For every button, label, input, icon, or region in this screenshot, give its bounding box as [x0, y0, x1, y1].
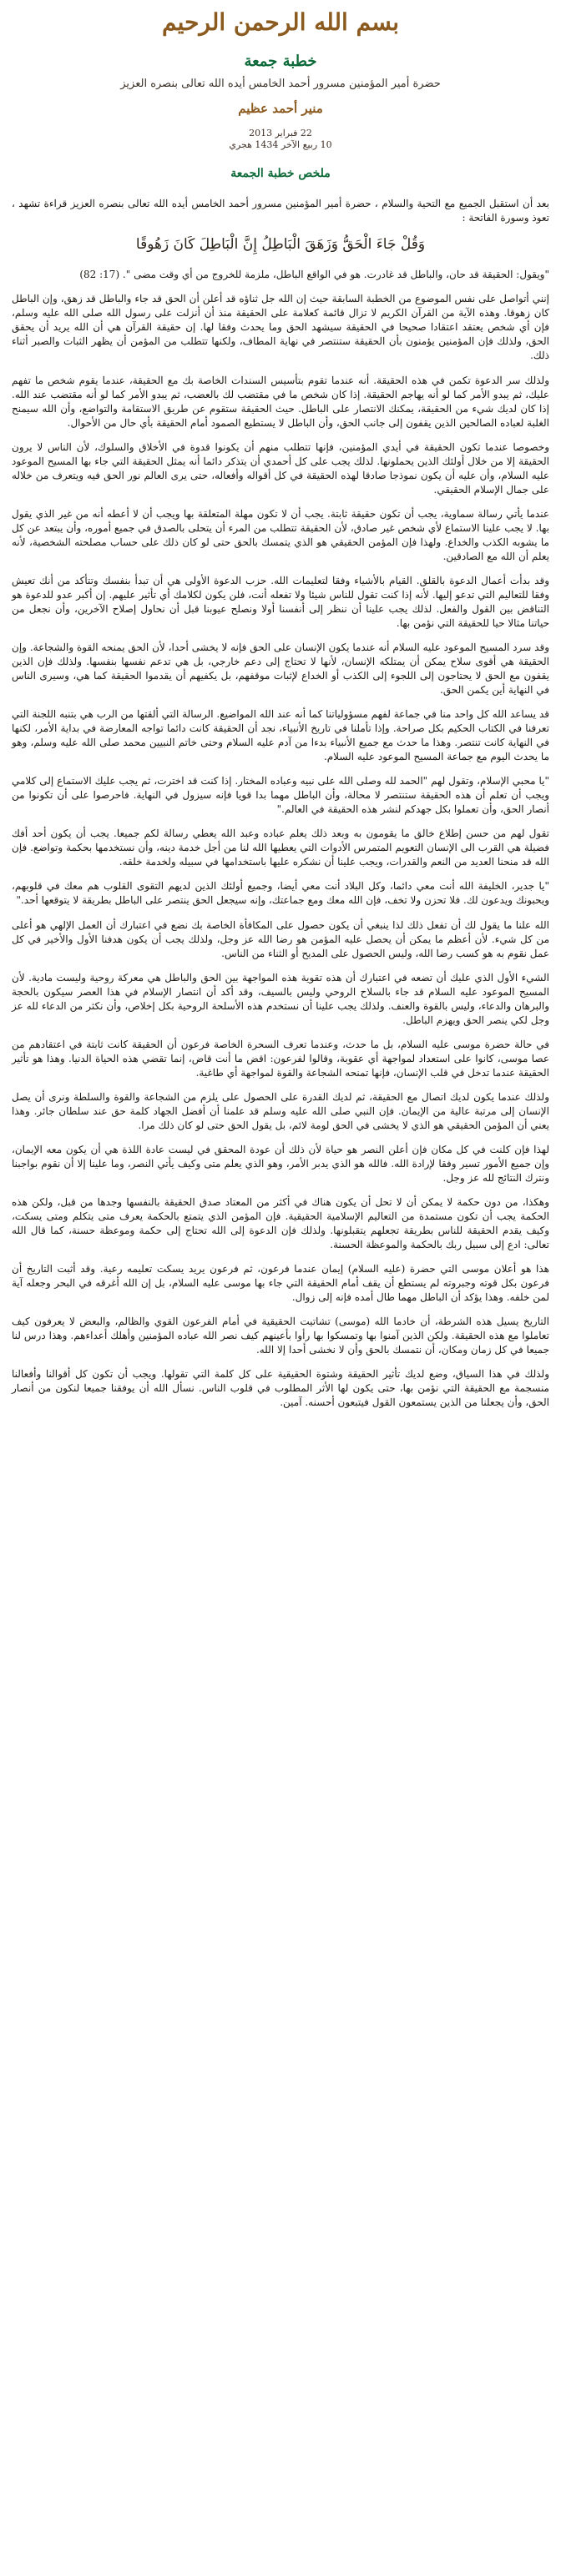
- paragraph-12: الشيء الأول الذي عليك أن تضعه في اعتبارك أن هذه تقوية هذه المواجهة بين الحق والباطل هي معركة روحية وليست مادية. لأن المسيح الموعود عليه السلام قد جاء بالسلاح الروحي وليس بالسيف، وقد أكد أن انتصار الإسلام في هذا العصر سيكون بالحجة والبرهان والدعاء، وليس بالقوة والعنف. ولذلك يجب علينا أن نستخدم هذه الأسلحة الروحية بكل إخلاص، وأن نكثر من الدعاء لله عز وجل لكي ينصر الحق ويهزم الباطل.: [12, 971, 550, 1026]
- paragraph-18: التاريخ يسيل هذه الشرطة، أن خادما الله (موسى) تشاتيت الحقيقية في أمام الفرعون القوي والظالم، والبعض لا يعرفون كيف تعاملوا مع هذه الحقيقة. ولكن الذين آمنوا بها وتمسكوا بها رأوا بأعينهم كيف نصر الله عباده المؤمنين وأهلك أعداءهم. وهذا درس لنا جميعا في كل زمان ومكان، أن نتمسك بالحق وأن لا نخشى أحدا إلا الله.: [12, 1316, 549, 1356]
- hijri-date: 10 ربيع الآخر 1434 هجري: [229, 139, 332, 151]
- paragraph-10: "يا جدير، الخليفة الله أنت معي دائما، وكل البلاد أنت معي أيضا، وجميع أولئك الذين لديهم التقوى القلوب هم معك في قلوبهم، ويحبونك ويدعون لك. فلا تحزن ولا تخف، فإن الله معك ومع جماعتك، وإنه سيجعل الحق ينتصر على الباطل بطريقة لا يتوقعها أحد.": [12, 880, 549, 907]
- gregorian-date: 22 فبراير 2013: [249, 127, 312, 138]
- quran-verse: وَقُلْ جَاءَ الْحَقُّ وَزَهَقَ الْبَاطِلُ إِنَّ الْبَاطِلَ كَانَ زَهُوقًا: [135, 236, 426, 254]
- sermon-body: [12, 197, 549, 1410]
- paragraph-3: وخصوصا عندما تكون الحقيقة في أيدي المؤمنين، فإنها تتطلب منهم أن يكونوا قدوة في الأخلاق والسلوك، لأن الناس لا يرون الحقيقة إلا من خلال أولئك الذين يحملونها. لذلك يجب على كل أحمدي أن يتذكر دائما أنه يمثل الحقيقة التي جاء بها المسيح الموعود عليه السلام، وأن عليه أن يكون نموذجا صادقا لهذه الحقيقة في كل أقواله وأفعاله، حتى يرى العالم نور الحق فيه ويتعرف من خلاله على جمال الإسلام الحقيقي.: [12, 440, 549, 496]
- paragraph-17: هذا هو أعلان موسى التي حضرة (عليه السلام) إيمان عندما فرعون، ثم فرعون يريد يسكت تعليمه رعية. وقد أثبت التاريخ أن فرعون بكل قوته وجبروته لم يستطع أن يقف أمام الحقيقة التي جاء بها موسى عليه السلام، بل إن الله أغرقه في البحر وجعله آية لمن خلفه. وهذا يؤكد أن الباطل مهما طال أمده فإنه إلى زوال.: [12, 1263, 549, 1304]
- paragraph-5: وقد بدأت أعمال الدعوة بالقلق. القيام بالأشياء وفقا لتعليمات الله. حزب الدعوة الأولى هي أن تبدأ بنفسك وتتأكد من أنك تعيش وفقا للتعاليم التي تدعو إليها. لأنه إذا كنت تقول للناس شيئا ولا تفعله أنت، فلن يكون لكلامك أي تأثير عليهم. إن أكبر عدو للدعوة هو التناقض بين القول والفعل. لذلك يجب علينا أن ننظر إلى أنفسنا أولا ونصلح عيوبنا قبل أن نحاول إصلاح الآخرين، وأن نجعل من حياتنا مثالا حيا للحقيقة التي نؤمن بها.: [12, 574, 549, 629]
- paragraph-11: الله علنا ما يقول لك أن تفعل ذلك لذا ينبغي أن يكون حصول على المكافأة الخاصة بك نضع في اعتبارك أن العمل الإلهي هو أعلى من كل شيء. لأن أعظم ما يمكن أن يحصل عليه المؤمن هو رضا الله عز وجل، ولذلك يجب أن يكون هدفنا الأول والأخير في كل عمل نقوم به هو كسب رضا الله، وليس الحصول على المديح أو الثناء من الناس.: [12, 918, 549, 959]
- intro-paragraph: بعد أن استقبل الجميع مع التحية والسلام ، حضرة أمير المؤمنين مسرور أحمد الخامس أيده الله تعالى بنصره العزيز قراءة تشهد ، تعوذ وسورة الفاتحة :: [12, 198, 549, 224]
- summary-title: ملخص خطبة الجمعة: [230, 167, 331, 181]
- paragraph-15: لهذا فإن كلنت في كل مكان فإن أعلن النصر هو حياة لأن ذلك أن عودة المحقق في ليست عادة اللذة هي أن يكون معه الإيمان، وإن جميع الأمور تسير وفقا لإرادة الله. فالله هو الذي يدبر الأمر، وهو الذي يعلم متى وكيف يأتي النصر، وما علينا إلا أن نقوم بواجبنا ونترك النتائج لله عز وجل.: [12, 1143, 549, 1184]
- paragraph-16: وهكذا، من دون حكمة لا يمكن أن لا تحل أن يكون هناك في أكثر من المعتاد صدق الحقيقة بالنفسها وجدها من قبل، ولكن هذه الحكمة يجب أن تكون مستمدة من التعاليم الإسلامية الحقيقية. فإن المؤمن الذي يتمتع بالحكمة يعرف متى يتكلم ومتى يسكت، وكيف يقدم الحقيقة للناس بطريقة تجعلهم يتقبلونها. ولذلك فإن الدعوة إلى الله تحتاج إلى حكمة وموعظة حسنة، كما قال الله تعالى: ادع إلى سبيل ربك بالحكمة والموعظة الحسنة.: [12, 1196, 550, 1251]
- verse-translation: "ويقول: الحقيقة قد حان، والباطل قد غادرت. هو في الواقع الباطل، ملزمة للخروج من أي وقت مضى ". (17: 82): [79, 269, 549, 281]
- paragraph-2: ولذلك سر الدعوة تكمن في هذه الحقيقة. أنه عندما تقوم بتأسيس السندات الخاصة بك مع الحقيقة، عندما يقوم شخص ما تفهم عليك، ثم يبدو الأمر كما لو أنه يهاجم الحقيقة. إذا كان شخص ما في مقتضب لك بالعضب، ثم يبدو الأمر كما لو أنه مقتضب عند الله. إذا كان لديك شيء من الحقيقة، يمكنك الانتصار على الباطل. حيث الحقيقة ستقوم عن طريق الاستقامة والتواضع، وأن الله سيمنح الغلبة لعباده الصالحين الذين يقفون إلى جانب الحق، وأن الباطل لا يستطيع الصمود أمام الحقيقة بأي حال من الأحوال.: [12, 374, 549, 429]
- sermon-header: [12, 10, 549, 180]
- paragraph-14: ولذلك عندما يكون لديك اتصال مع الحقيقة، ثم لديك القدرة على الحصول على يلزم من الشجاعة والقوة والسلطة ونرى أن يصل الإنسان إلى مرتبة عالية من الإيمان. فإن النبي صلى الله عليه وسلم قد علمنا أن أفضل الجهاد كلمة حق عند سلطان جائر. وهذا يعني أن المؤمن الحقيقي هو الذي لا يخشى في الحق لومة لائم، بل يقول الحق حتى لو كان ذلك مرا.: [12, 1090, 549, 1131]
- paragraph-4: عندما يأتي رسالة سماوية، يجب أن تكون حقيقة ثابتة. يجب أن لا تكون مهلة المتعلقة بها ويجب أن لا أعطه أنه من غير الذي يقول بها. لا يجب علينا الاستماع لأي شخص غير صادق، لأن الحقيقة تتطلب من المرء أن يتحلى بالصدق في جميع أموره، وأن يبتعد عن كل ما يشوبه الكذب والخداع. ولهذا فإن المؤمن الحقيقي هو الذي يتمسك بالحق حتى لو كان ذلك على حساب مصلحته الشخصية، لأنه يعلم أن الله مع الصادقين.: [12, 507, 549, 562]
- paragraph-13: في حالة حضرة موسى عليه السلام، بل ما حدث، وعندما تعرف السحرة الخاصة فرعون أن الحقيقة كانت ثابتة في اعتقادهم من عصا موسى، كانوا على استعداد لمواجهة أي عقوبة، وقالوا لفرعون: اقض ما أنت قاض، إنما تقضي هذه الحياة الدنيا. وهذا هو تأثير الحقيقة عندما تدخل في قلب الإنسان، فإنها تمنحه الشجاعة والقوة لمواجهة أي طاغية.: [12, 1038, 549, 1079]
- basmala-heading: بسم الله الرحمن الرحيم: [162, 8, 399, 36]
- date-block: [12, 128, 549, 153]
- paragraph-19: ولذلك في هذا السياق، وضع لديك تأثير الحقيقة وشتوة الحقيقية على كل كلمة التي تقولها. ويجب أن تكون كل أقوالنا وأفعالنا منسجمة مع الحقيقة التي نؤمن بها، حتى يكون لها الأثر المطلوب في قلوب الناس. نسأل الله أن يوفقنا جميعا لنكون من أنصار الحق، وأن يجعلنا من الذين يستمعون القول فيتبعون أحسنه. آمين.: [12, 1368, 549, 1409]
- paragraph-6: وقد سرد المسيح الموعود عليه السلام أنه عندما يكون الإنسان على الحق فإنه لا يخشى أحدا، لأن الحق يمنحه القوة والشجاعة. وإن الحقيقة هي أقوى سلاح يمكن أن يمتلكه الإنسان، لأنها لا تحتاج إلى دعم خارجي، بل هي تدعم نفسها بنفسها. ولذلك فإن الذين يقفون مع الحق لا يحتاجون إلى اللجوء إلى الكذب أو الخداع لإثبات موقفهم، بل يكفيهم أن يقدموا الحقيقة كما هي، وسيرى الناس في النهاية أين يكمن الحق.: [12, 641, 549, 697]
- author-name: منير أحمد عظيم: [238, 100, 323, 116]
- paragraph-1: إنني أتواصل على نفس الموضوع من الخطبة السابقة حيث إن الله جل ثناؤه قد أعلن أن الحق قد جاء والباطل قد زهق، وإن الباطل كان زهوقا. وهذه الآية من القرآن الكريم لا تزال قائمة كعلامة على الحقيقة منذ أن أنزلت على رسول الله صلى الله عليه وسلم، فإن أي شخص يعتقد اعتقادا صحيحا في الحقيقة سيشهد الحق وما يحدث وفقا لها. إن حقيقة القرآن هي أن الله يريد أن يحقق الحق، ولذلك فإن المؤمنين يؤمنون بأن الحقيقة ستنتصر في نهاية المطاف، ولكنها تتطلب من المؤمن أن يظهر الثبات والصبر أثناء ذلك.: [12, 293, 549, 362]
- sermon-title: خطبة جمعة: [244, 52, 317, 70]
- paragraph-9: تقول لهم من حسن إطلاع خالق ما يقومون به وبعد ذلك يعلم عباده وعبد الله يعطي رسالة لكم جميعا. يجب أن يكون أحد أفك فضيلة هي القرب الى الإنسان التعويم المتمرس الأدوات التي يعطيها الله لنا من أجل خدمة دينه، وأن نستخدمها بحكمة وتواضع. فإن الله قد منحنا العديد من النعم والقدرات، ويجب علينا أن نشكره عليها باستخدامها في سبيله ولخدمة خلقه.: [12, 828, 549, 868]
- presenter-line: حضرة أمير المؤمنين مسرور أحمد الخامس أيده الله تعالى بنصره العزيز: [120, 77, 441, 90]
- paragraph-7: قد يساعد الله كل واحد منا في جماعة لفهم مسؤولياتنا كما أنه عند الله المواضيع. الرسالة التي ألقتها من الرب هي بتنبه اللجنة التي تعرفنا في الكتاب الحكيم بكل صراحة. وإذا تأملنا في تاريخ الأنبياء، نجد أن الحقيقة كانت دائما تواجه المعارضة في بداية الأمر، لكنها في النهاية كانت تنتصر. وهذا ما حدث مع جميع الأنبياء بدءا من آدم عليه السلام وحتى خاتم النبيين محمد صلى الله عليه وسلم، وهو ما يحدث اليوم مع جماعة المسيح الموعود عليه السلام.: [12, 708, 549, 763]
- paragraph-8: "يا محبي الإسلام، وتقول لهم "الحمد لله وصلى الله على نبيه وعباده المختار. إذا كنت قد اخترت، ثم يجب عليك الاستماع إلى كلامي ويجب أن تعلم أن هذه الحقيقة ستنتصر لا محالة، وأن الباطل مهما بدا قويا فإنه سيزول في النهاية. فاحرصوا على أن تكونوا من أنصار الحق، وأن تعملوا بكل جهدكم لنشر هذه الحقيقة في العالم.": [12, 775, 549, 816]
